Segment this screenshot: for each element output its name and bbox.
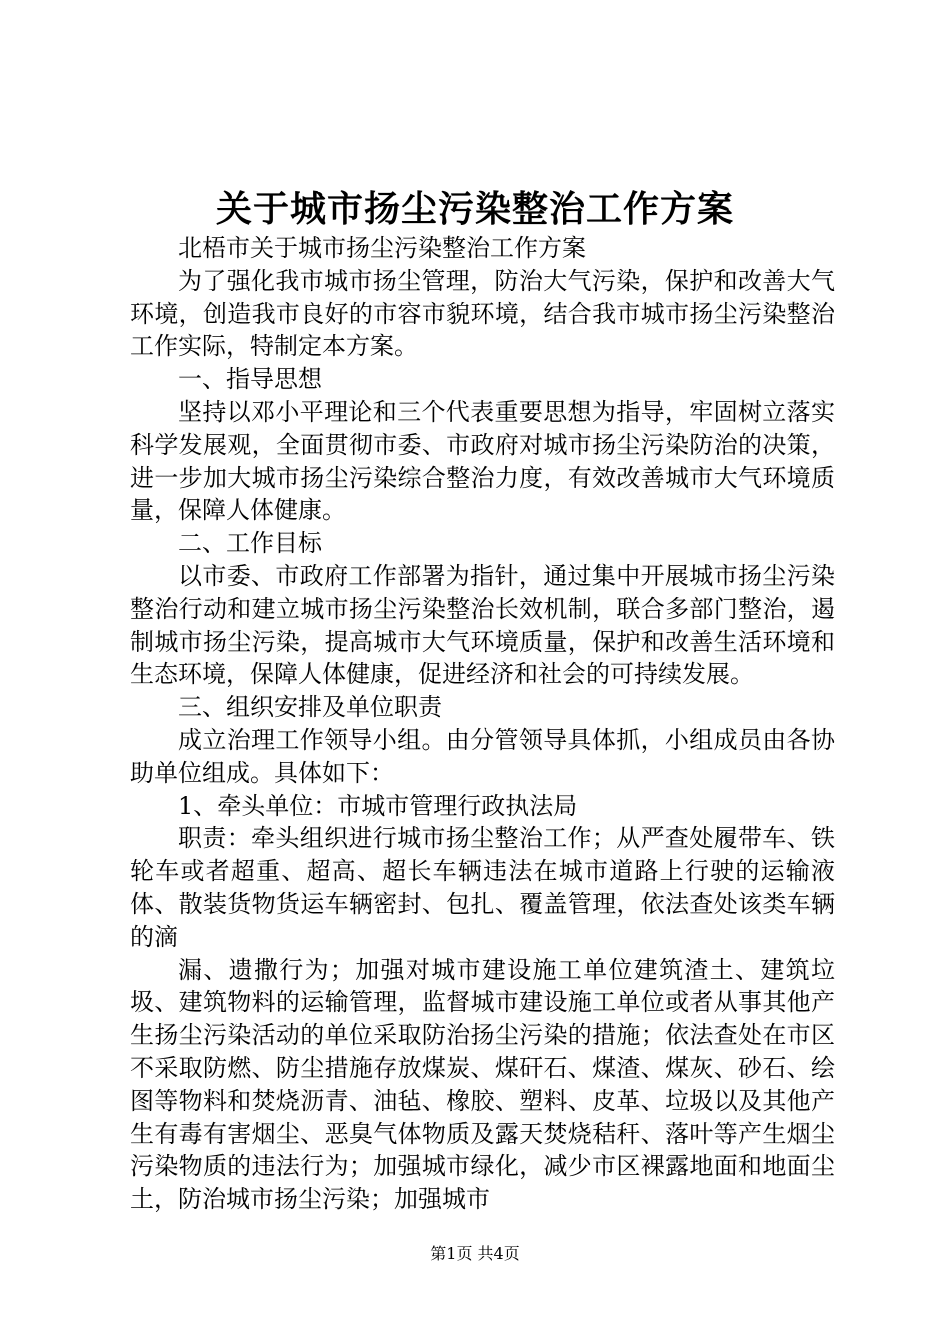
paragraph-subtitle: 北梧市关于城市扬尘污染整治工作方案 [178, 234, 586, 262]
document-body [130, 232, 835, 1216]
paragraph-lead-unit: 1、牵头单位：市城市管理行政执法局 [178, 791, 578, 820]
paragraph-guiding-thought: 坚持以邓小平理论和三个代表重要思想为指导，牢固树立落实科学发展观，全面贯彻市委、市政府对城市扬尘污染防治的决策，进一步加大城市扬尘污染综合整治力度，有效改善城市大气环境质量，保障人体健康。 [130, 397, 835, 525]
paragraph-intro: 为了强化我市城市扬尘管理，防治大气污染，保护和改善大气环境，创造我市良好的市容市貌环境，结合我市城市扬尘污染整治工作实际，特制定本方案。 [130, 266, 835, 361]
document-title: 关于城市扬尘污染整治工作方案 [215, 188, 734, 230]
section-heading-work-goal: 二、工作目标 [178, 529, 322, 558]
section-heading-organization: 三、组织安排及单位职责 [178, 693, 442, 722]
paragraph-organization: 成立治理工作领导小组。由分管领导具体抓，小组成员由各协助单位组成。具体如下： [130, 725, 835, 787]
paragraph-duties-continued: 漏、遗撒行为；加强对城市建设施工单位建筑渣土、建筑垃圾、建筑物料的运输管理，监督城市建设施工单位或者从事其他产生扬尘污染活动的单位采取防治扬尘污染的措施；依法查处在市区不采取防燃、防尘措施存放煤炭、煤矸石、煤渣、煤灰、砂石、绘图等物料和焚烧沥青、油毡、橡胶、塑料、皮革、垃圾以及其他产生有毒有害烟尘、恶臭气体物质及露天焚烧秸秆、落叶等产生烟尘污染物质的违法行为；加强城市绿化，减少市区裸露地面和地面尘土，防治城市扬尘污染；加强城市 [130, 955, 835, 1214]
paragraph-work-goal: 以市委、市政府工作部署为指针，通过集中开展城市扬尘污染整治行动和建立城市扬尘污染整治长效机制，联合多部门整治，遏制城市扬尘污染，提高城市大气环境质量，保护和改善生活环境和生态环境，保障人体健康，促进经济和社会的可持续发展。 [130, 561, 835, 689]
paragraph-duties: 职责：牵头组织进行城市扬尘整治工作；从严查处履带车、铁轮车或者超重、超高、超长车辆违法在城市道路上行驶的运输液体、散装货物货运车辆密封、包扎、覆盖管理，依法查处该类车辆的滴 [130, 824, 835, 951]
section-heading-guiding-thought: 一、指导思想 [178, 365, 322, 394]
page-footer: 第1页 共4页 [430, 1244, 520, 1263]
